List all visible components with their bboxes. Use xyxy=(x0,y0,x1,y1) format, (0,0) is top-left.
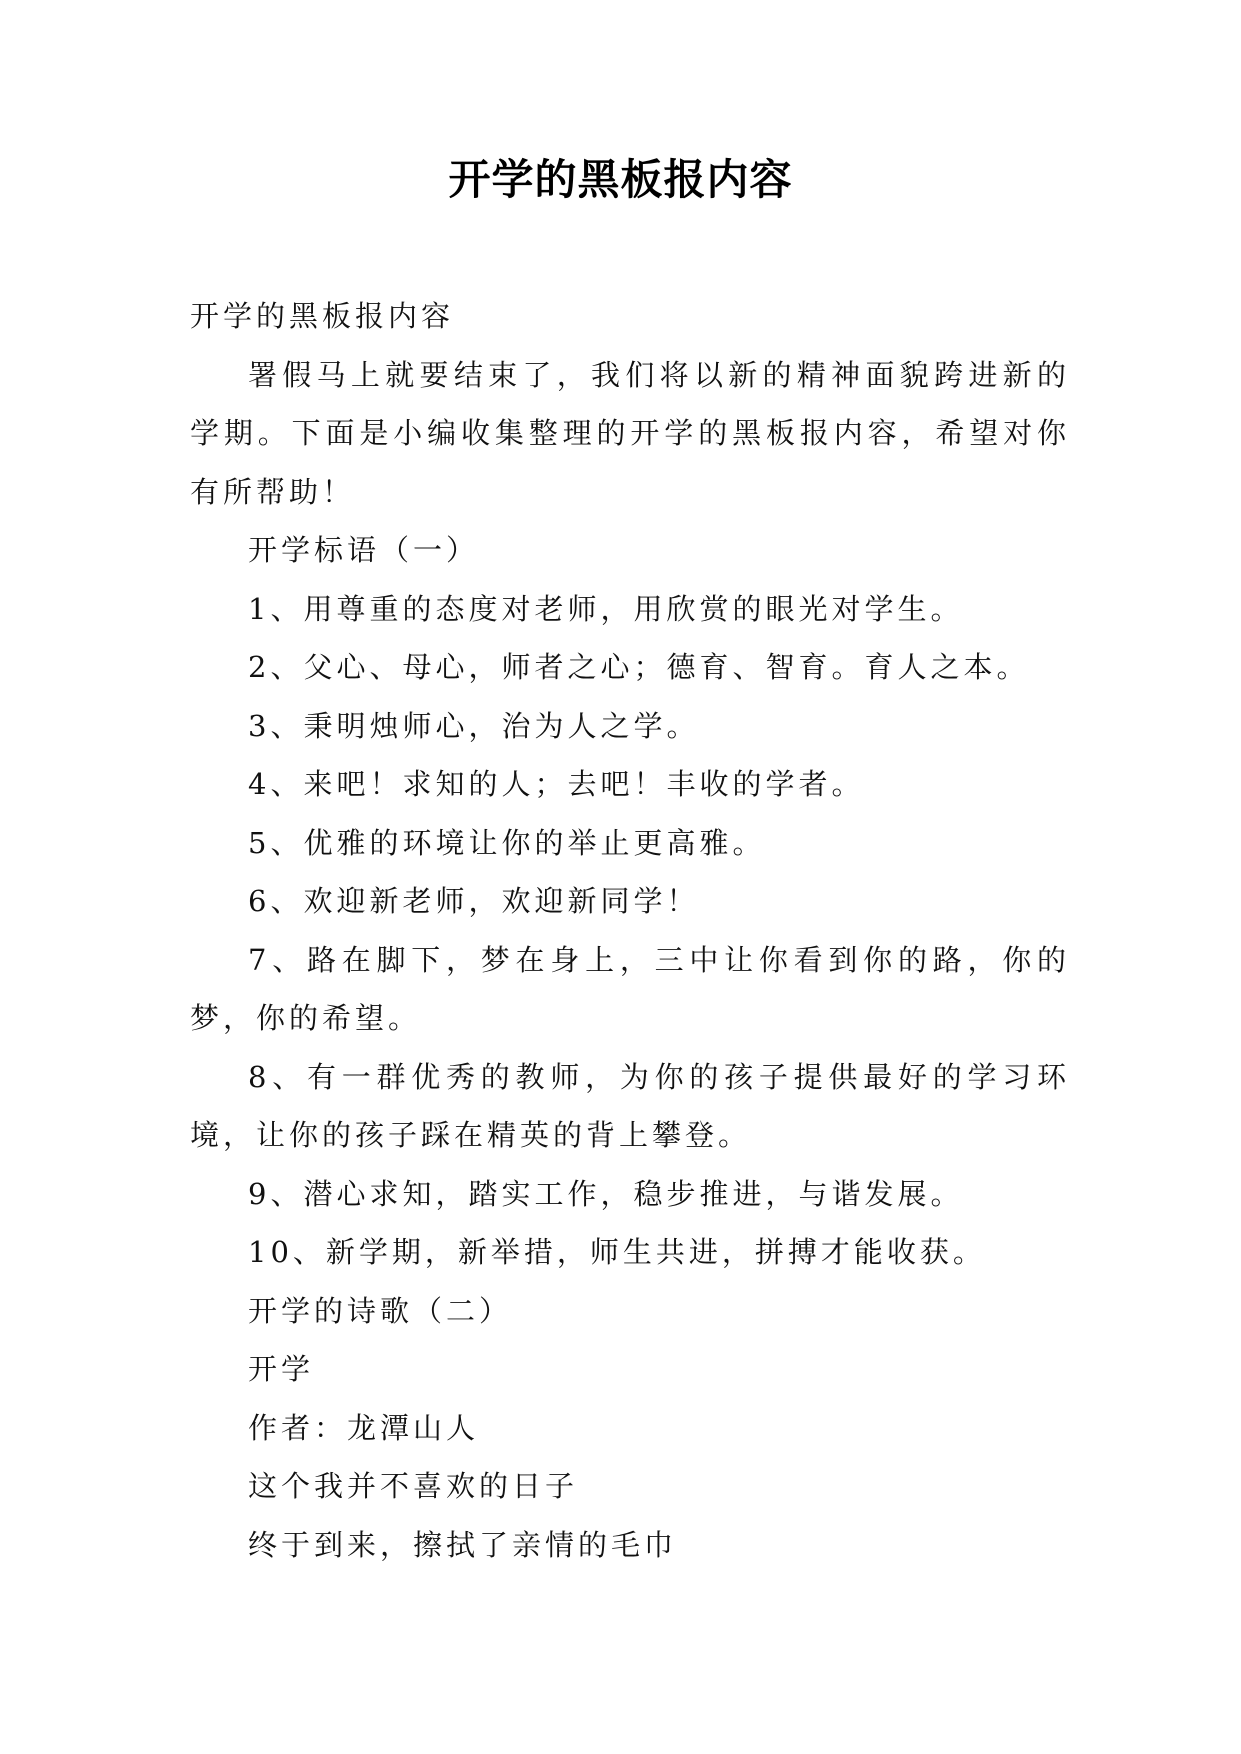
paragraph: 开学标语（一） xyxy=(248,533,480,567)
paragraph: 8、有一群优秀的教师，为你的孩子提供最好的学习环境，让你的孩子踩在精英的背上攀登。 xyxy=(190,1059,1070,1152)
paragraph: 2、父心、母心，师者之心；德育、智育。育人之本。 xyxy=(248,650,1030,684)
paragraph: 终于到来，擦拭了亲情的毛巾 xyxy=(248,1527,678,1562)
paragraph: 开学的诗歌（二） xyxy=(248,1293,513,1328)
paragraph: 5、优雅的环境让你的举止更高雅。 xyxy=(248,825,766,860)
document-title: 开学的黑板报内容 xyxy=(448,155,793,204)
paragraph: 署假马上就要结束了，我们将以新的精神面貌跨进新的学期。下面是小编收集整理的开学的黑板报内容，希望对你有所帮助！ xyxy=(190,357,1070,509)
paragraph: 3、秉明烛师心，治为人之学。 xyxy=(248,708,700,743)
paragraph: 1、用尊重的态度对老师，用欣赏的眼光对学生。 xyxy=(248,591,964,626)
paragraph: 开学 xyxy=(248,1352,315,1386)
document-body xyxy=(190,287,1070,1574)
paragraph: 4、来吧！求知的人；去吧！丰收的学者。 xyxy=(248,767,865,801)
paragraph: 10、新学期，新举措，师生共进，拼搏才能收获。 xyxy=(248,1235,986,1269)
paragraph: 6、欢迎新老师，欢迎新同学！ xyxy=(248,884,700,918)
paragraph: 9、潜心求知，踏实工作，稳步推进，与谐发展。 xyxy=(248,1176,964,1211)
paragraph: 这个我并不喜欢的日子 xyxy=(248,1469,579,1503)
paragraph: 作者：龙潭山人 xyxy=(248,1410,480,1445)
paragraph: 开学的黑板报内容 xyxy=(190,299,455,333)
paragraph: 7、路在脚下，梦在身上，三中让你看到你的路，你的梦，你的希望。 xyxy=(190,942,1070,1035)
